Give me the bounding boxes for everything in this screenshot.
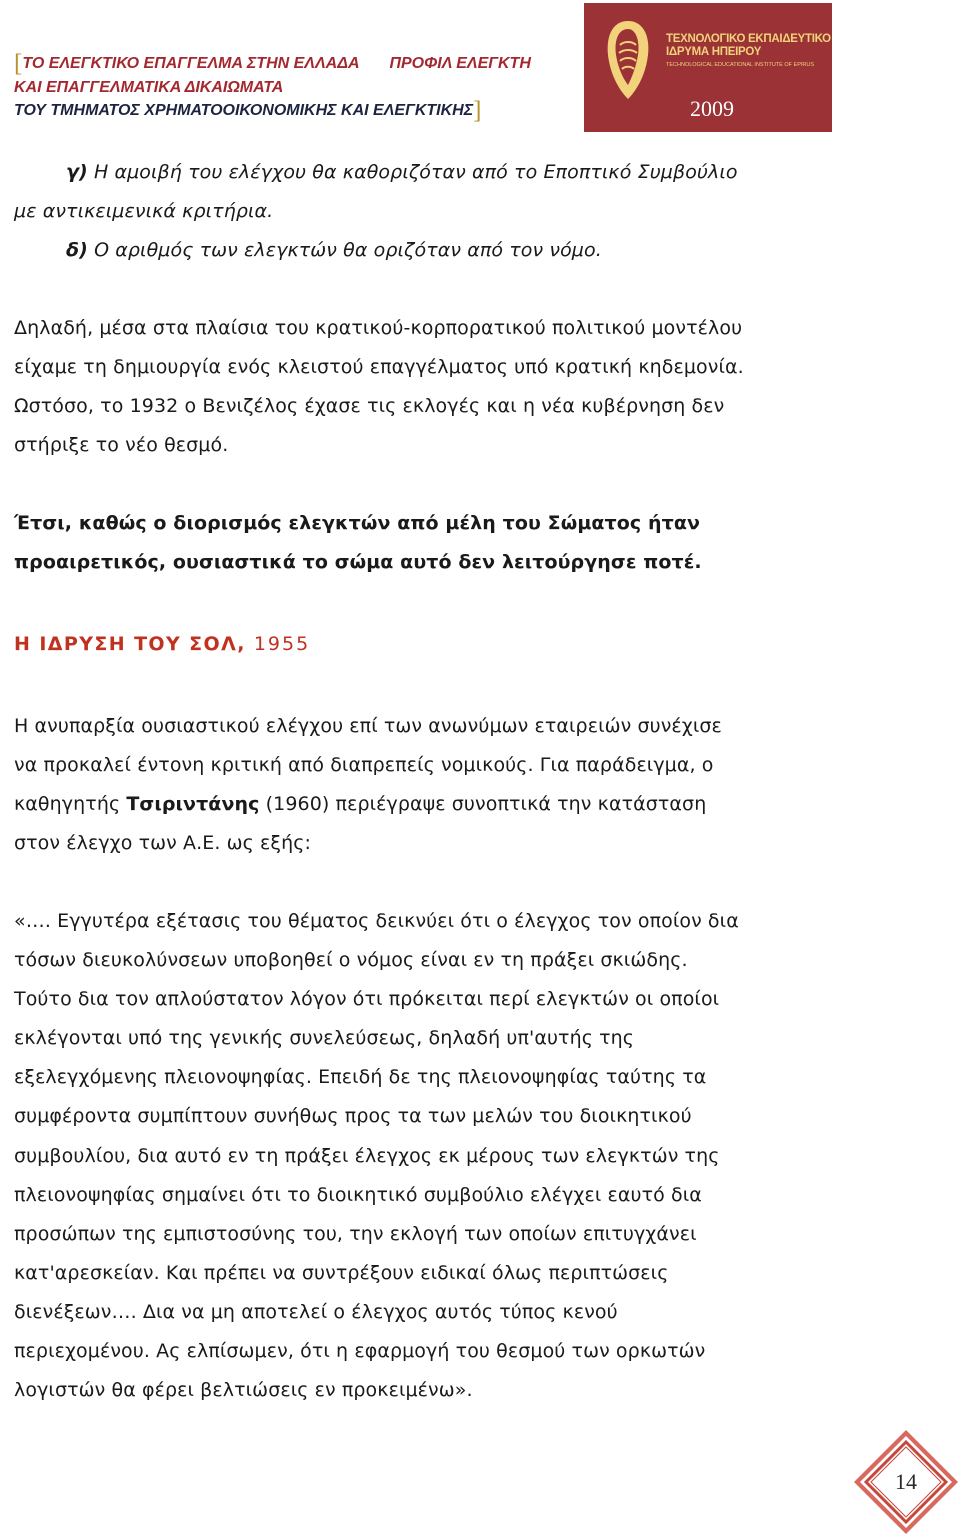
item-d bbox=[14, 231, 822, 270]
institution-name-line-2: ΙΔΡΥΜΑ ΗΠΕΙΡΟΥ bbox=[666, 46, 762, 58]
header-department: ΤΟΥ ΤΜΗΜΑΤΟΣ ΧΡΗΜΑΤΟΟΙΚΟΝΟΜΙΚΗΣ ΚΑΙ ΕΛΕΓΚΤΙΚΗΣ bbox=[14, 102, 474, 119]
section-heading bbox=[14, 633, 310, 655]
item-g bbox=[14, 153, 822, 231]
text-line-part: καθηγητής bbox=[14, 793, 121, 816]
text-line: στήριξε το νέο θεσμό. bbox=[14, 434, 229, 457]
text-line: είχαμε τη δημιουργία ενός κλειστού επαγγέλματος υπό κρατική κηδεμονία. bbox=[14, 356, 744, 379]
text-line: να προκαλεί έντονη κριτική από διαπρεπείς νομικούς. Για παράδειγμα, ο bbox=[14, 754, 714, 777]
item-d-label: δ) bbox=[66, 239, 88, 261]
text-line-part: (1960) περιέγραψε συνοπτικά την κατάσταση bbox=[265, 793, 707, 816]
section-heading-title: Η ΙΔΡΥΣΗ ΤΟΥ ΣΟΛ, bbox=[14, 633, 246, 655]
item-g-text-line-1: Η αμοιβή του ελέγχου θα καθοριζόταν από το Εποπτικό Συμβούλιο bbox=[93, 161, 738, 183]
text-line: Ωστόσο, το 1932 ο Βενιζέλος έχασε τις εκλογές και η νέα κυβέρνηση δεν bbox=[14, 395, 725, 418]
quote-line: «…. Εγγυτέρα εξέτασις του θέματος δεικνύει ότι ο έλεγχος τον οποίον δια bbox=[14, 910, 739, 932]
quote-line: εκλέγονται υπό της γενικής συνελεύσεως, δηλαδή υπ'αυτής της bbox=[14, 1027, 635, 1050]
header-year: 2009 bbox=[690, 96, 734, 121]
text-line: στον έλεγχο των Α.Ε. ως εξής: bbox=[14, 832, 312, 855]
header-line-3 bbox=[14, 99, 574, 123]
section-heading-year: 1955 bbox=[253, 633, 311, 655]
paragraph-state-corporatism bbox=[14, 309, 822, 465]
quotation-block bbox=[14, 902, 822, 1410]
quote-line: προσώπων της εμπιστοσύνης του, την εκλογή των οποίων επιτυγχάνει bbox=[14, 1222, 697, 1245]
author-name: Τσιριντάνης bbox=[126, 793, 260, 816]
paragraph-optional-appointment bbox=[14, 504, 822, 582]
page-number: 14 bbox=[895, 1469, 917, 1494]
quote-line: τόσων διευκολύνσεων υποβοηθεί ο νόμος είναι εν τη πράξει σκιώδης. bbox=[14, 949, 688, 972]
text-line: Έτσι, καθώς ο διορισμός ελεγκτών από μέλη του Σώματος ήταν bbox=[14, 512, 701, 534]
item-g-text-line-2: με αντικειμενικά κριτήρια. bbox=[14, 200, 274, 223]
header-line-2: ΚΑΙ ΕΠΑΓΓΕΛΜΑΤΙΚΑ ΔΙΚΑΙΩΜΑΤΑ bbox=[14, 78, 284, 96]
quote-line: πλειονοψηφίας σημαίνει ότι το διοικητικό συμβούλιο ελέγχει εαυτό δια bbox=[14, 1183, 702, 1206]
header-bracket-open: [ bbox=[14, 50, 23, 77]
quote-line: συμβουλίου, δια αυτό εν τη πράξει έλεγχος εκ μέρους των ελεγκτών της bbox=[14, 1144, 720, 1167]
quote-line: κατ'αρεσκείαν. Και πρέπει να συντρέξουν ειδικαί όλως περιπτώσεις bbox=[14, 1261, 669, 1284]
running-header bbox=[14, 52, 574, 123]
item-g-label: γ) bbox=[66, 161, 88, 183]
header-title-part-1: ΤΟ ΕΛΕΓΚΤΙΚΟ ΕΠΑΓΓΕΛΜΑ ΣΤΗΝ ΕΛΛΑΔΑ bbox=[22, 55, 360, 72]
quote-line: εξελεγχόμενης πλειονοψηφίας. Επειδή δε της πλειονοψηφίας ταύτης τα bbox=[14, 1066, 707, 1089]
quote-line: Τούτο δια τον απλούστατον λόγον ότι πρόκειται περί ελεγκτών οι οποίοι bbox=[14, 988, 720, 1011]
quote-line: συμφέροντα συμπίπτουν συνήθως προς τα των μελών του διοικητικού bbox=[14, 1105, 692, 1128]
institution-name-line-1: ΤΕΧΝΟΛΟΓΙΚΟ ΕΚΠΑΙΔΕΥΤΙΚΟ bbox=[666, 33, 831, 45]
quote-line: περιεχομένου. Ας ελπίσωμεν, ότι η εφαρμογή του θεσμού των ορκωτών bbox=[14, 1340, 706, 1363]
institution-name-english: TECHNOLOGICAL EDUCATIONAL INSTITUTE OF EPIRUS bbox=[666, 62, 815, 68]
page-number-badge bbox=[852, 1428, 960, 1536]
header-title-part-2: ΠΡΟΦΙΛ ΕΛΕΓΚΤΗ bbox=[389, 55, 531, 72]
quote-line: διενέξεων…. Δια να μη αποτελεί ο έλεγχος αυτός τύπος κενού bbox=[14, 1300, 618, 1323]
header-bracket-close: ] bbox=[473, 97, 482, 124]
header-line-1 bbox=[14, 52, 574, 76]
paragraph-lack-of-audit bbox=[14, 707, 822, 863]
text-line: προαιρετικός, ουσιαστικά το σώμα αυτό δεν λειτούργησε ποτέ. bbox=[14, 551, 702, 574]
institution-name bbox=[666, 33, 831, 59]
institution-emblem-icon bbox=[598, 15, 658, 105]
quote-line: λογιστών θα φέρει βελτιώσεις εν προκειμένω». bbox=[14, 1379, 473, 1402]
item-d-text: Ο αριθμός των ελεγκτών θα οριζόταν από τον νόμο. bbox=[94, 239, 602, 261]
text-line: Η ανυπαρξία ουσιαστικού ελέγχου επί των ανωνύμων εταιρειών συνέχισε bbox=[14, 715, 722, 737]
text-line: Δηλαδή, μέσα στα πλαίσια του κρατικού-κορπορατικού πολιτικού μοντέλου bbox=[14, 317, 743, 339]
